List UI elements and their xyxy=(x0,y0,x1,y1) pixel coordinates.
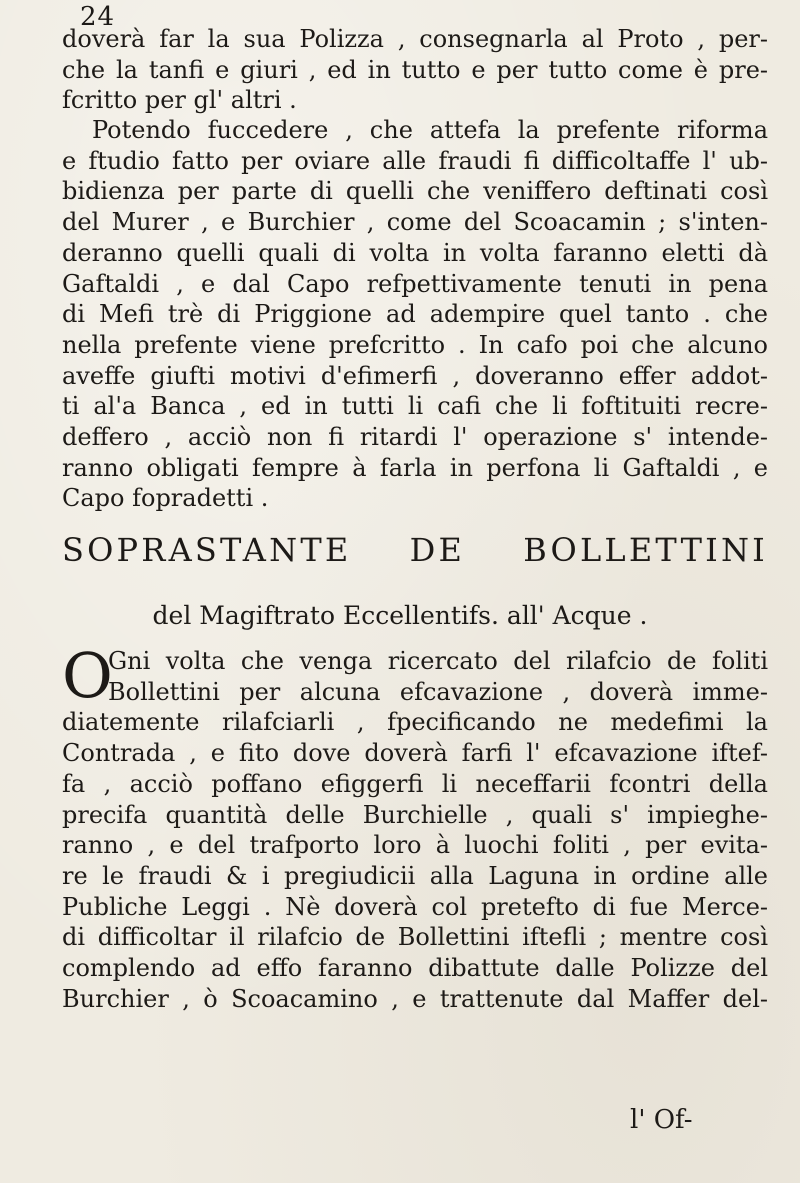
text-line: complendo ad effo faranno dibattute dalle Polizze del xyxy=(62,954,768,983)
text-line: Gaftaldi , e dal Capo refpettivamente tenuti in pena xyxy=(62,269,768,298)
text-line: Bollettini per alcuna efcavazione , doverà imme- xyxy=(108,677,768,706)
text-line: aveffe giufti motivi d'efimerfi , doveranno effer addot- xyxy=(62,361,768,390)
text-line: ti al'a Banca , ed in tutti li cafi che li foftituiti recre- xyxy=(62,392,768,421)
text-line: diatemente rilafciarli , fpecificando ne medefimi la xyxy=(62,708,768,737)
text-line: Burchier , ò Scoacamino , e trattenute dal Maffer del- xyxy=(62,984,768,1013)
section-subheading: del Magiftrato Eccellentifs. all' Acque . xyxy=(152,601,648,630)
paragraph-potendo xyxy=(62,115,768,514)
text-line: deranno quelli quali di volta in volta faranno eletti dà xyxy=(62,238,768,267)
text-line: Contrada , e fito dove doverà farfi l' efcavazione iftef- xyxy=(62,739,768,768)
text-line: e ftudio fatto per oviare alle fraudi fi difficoltaffe l' ub- xyxy=(62,146,768,175)
text-line: ranno , e del trafporto loro à luochi foliti , per evita- xyxy=(62,831,768,860)
text-line: nella prefente viene prefcritto . In cafo poi che alcuno xyxy=(62,330,768,359)
paragraph-continuation xyxy=(62,24,768,116)
text-line: fa , acciò poffano efiggerfi li neceffarii fcontri della xyxy=(62,769,768,798)
text-line: fcritto per gl' altri . xyxy=(62,86,297,115)
text-line: del Murer , e Burchier , come del Scoacamin ; s'inten- xyxy=(62,208,768,237)
paragraph-ogni xyxy=(62,639,768,1014)
text-line: ranno obligati fempre à farla in perfona li Gaftaldi , e xyxy=(62,453,768,482)
text-line: Capo fopradetti . xyxy=(62,484,269,513)
text-line: di Mefi trè di Priggione ad adempire quel tanto . che xyxy=(62,300,768,329)
text-line: Publiche Leggi . Nè doverà col pretefto di fue Merce- xyxy=(62,892,768,921)
text-line: Gni volta che venga ricercato del rilafcio de foliti xyxy=(108,647,768,675)
text-line: deffero , acciò non fi ritardi l' operazione s' intende- xyxy=(62,423,768,452)
text-line: re le fraudi & i pregiudicii alla Laguna in ordine alle xyxy=(62,861,768,890)
page-number: 24 xyxy=(80,2,116,32)
dropcap: O xyxy=(62,639,113,712)
catchword: l' Of- xyxy=(630,1105,693,1135)
dropcap-lines xyxy=(62,639,768,712)
section-heading: SOPRASTANTE DE BOLLETTINI xyxy=(62,531,768,569)
text-line: Potendo fuccedere , che attefa la prefente riforma xyxy=(92,116,768,144)
text-line: doverà far la sua Polizza , consegnarla al Proto , per- xyxy=(62,25,768,53)
text-line: di difficoltar il rilafcio de Bollettini iftefli ; mentre così xyxy=(62,923,768,952)
text-line: precifa quantità delle Burchielle , quali s' impieghe- xyxy=(62,800,768,829)
text-line: bidienza per parte di quelli che veniffero deftinati così xyxy=(62,177,768,206)
text-line: che la tanfi e giuri , ed in tutto e per tutto come è pre- xyxy=(62,55,768,84)
